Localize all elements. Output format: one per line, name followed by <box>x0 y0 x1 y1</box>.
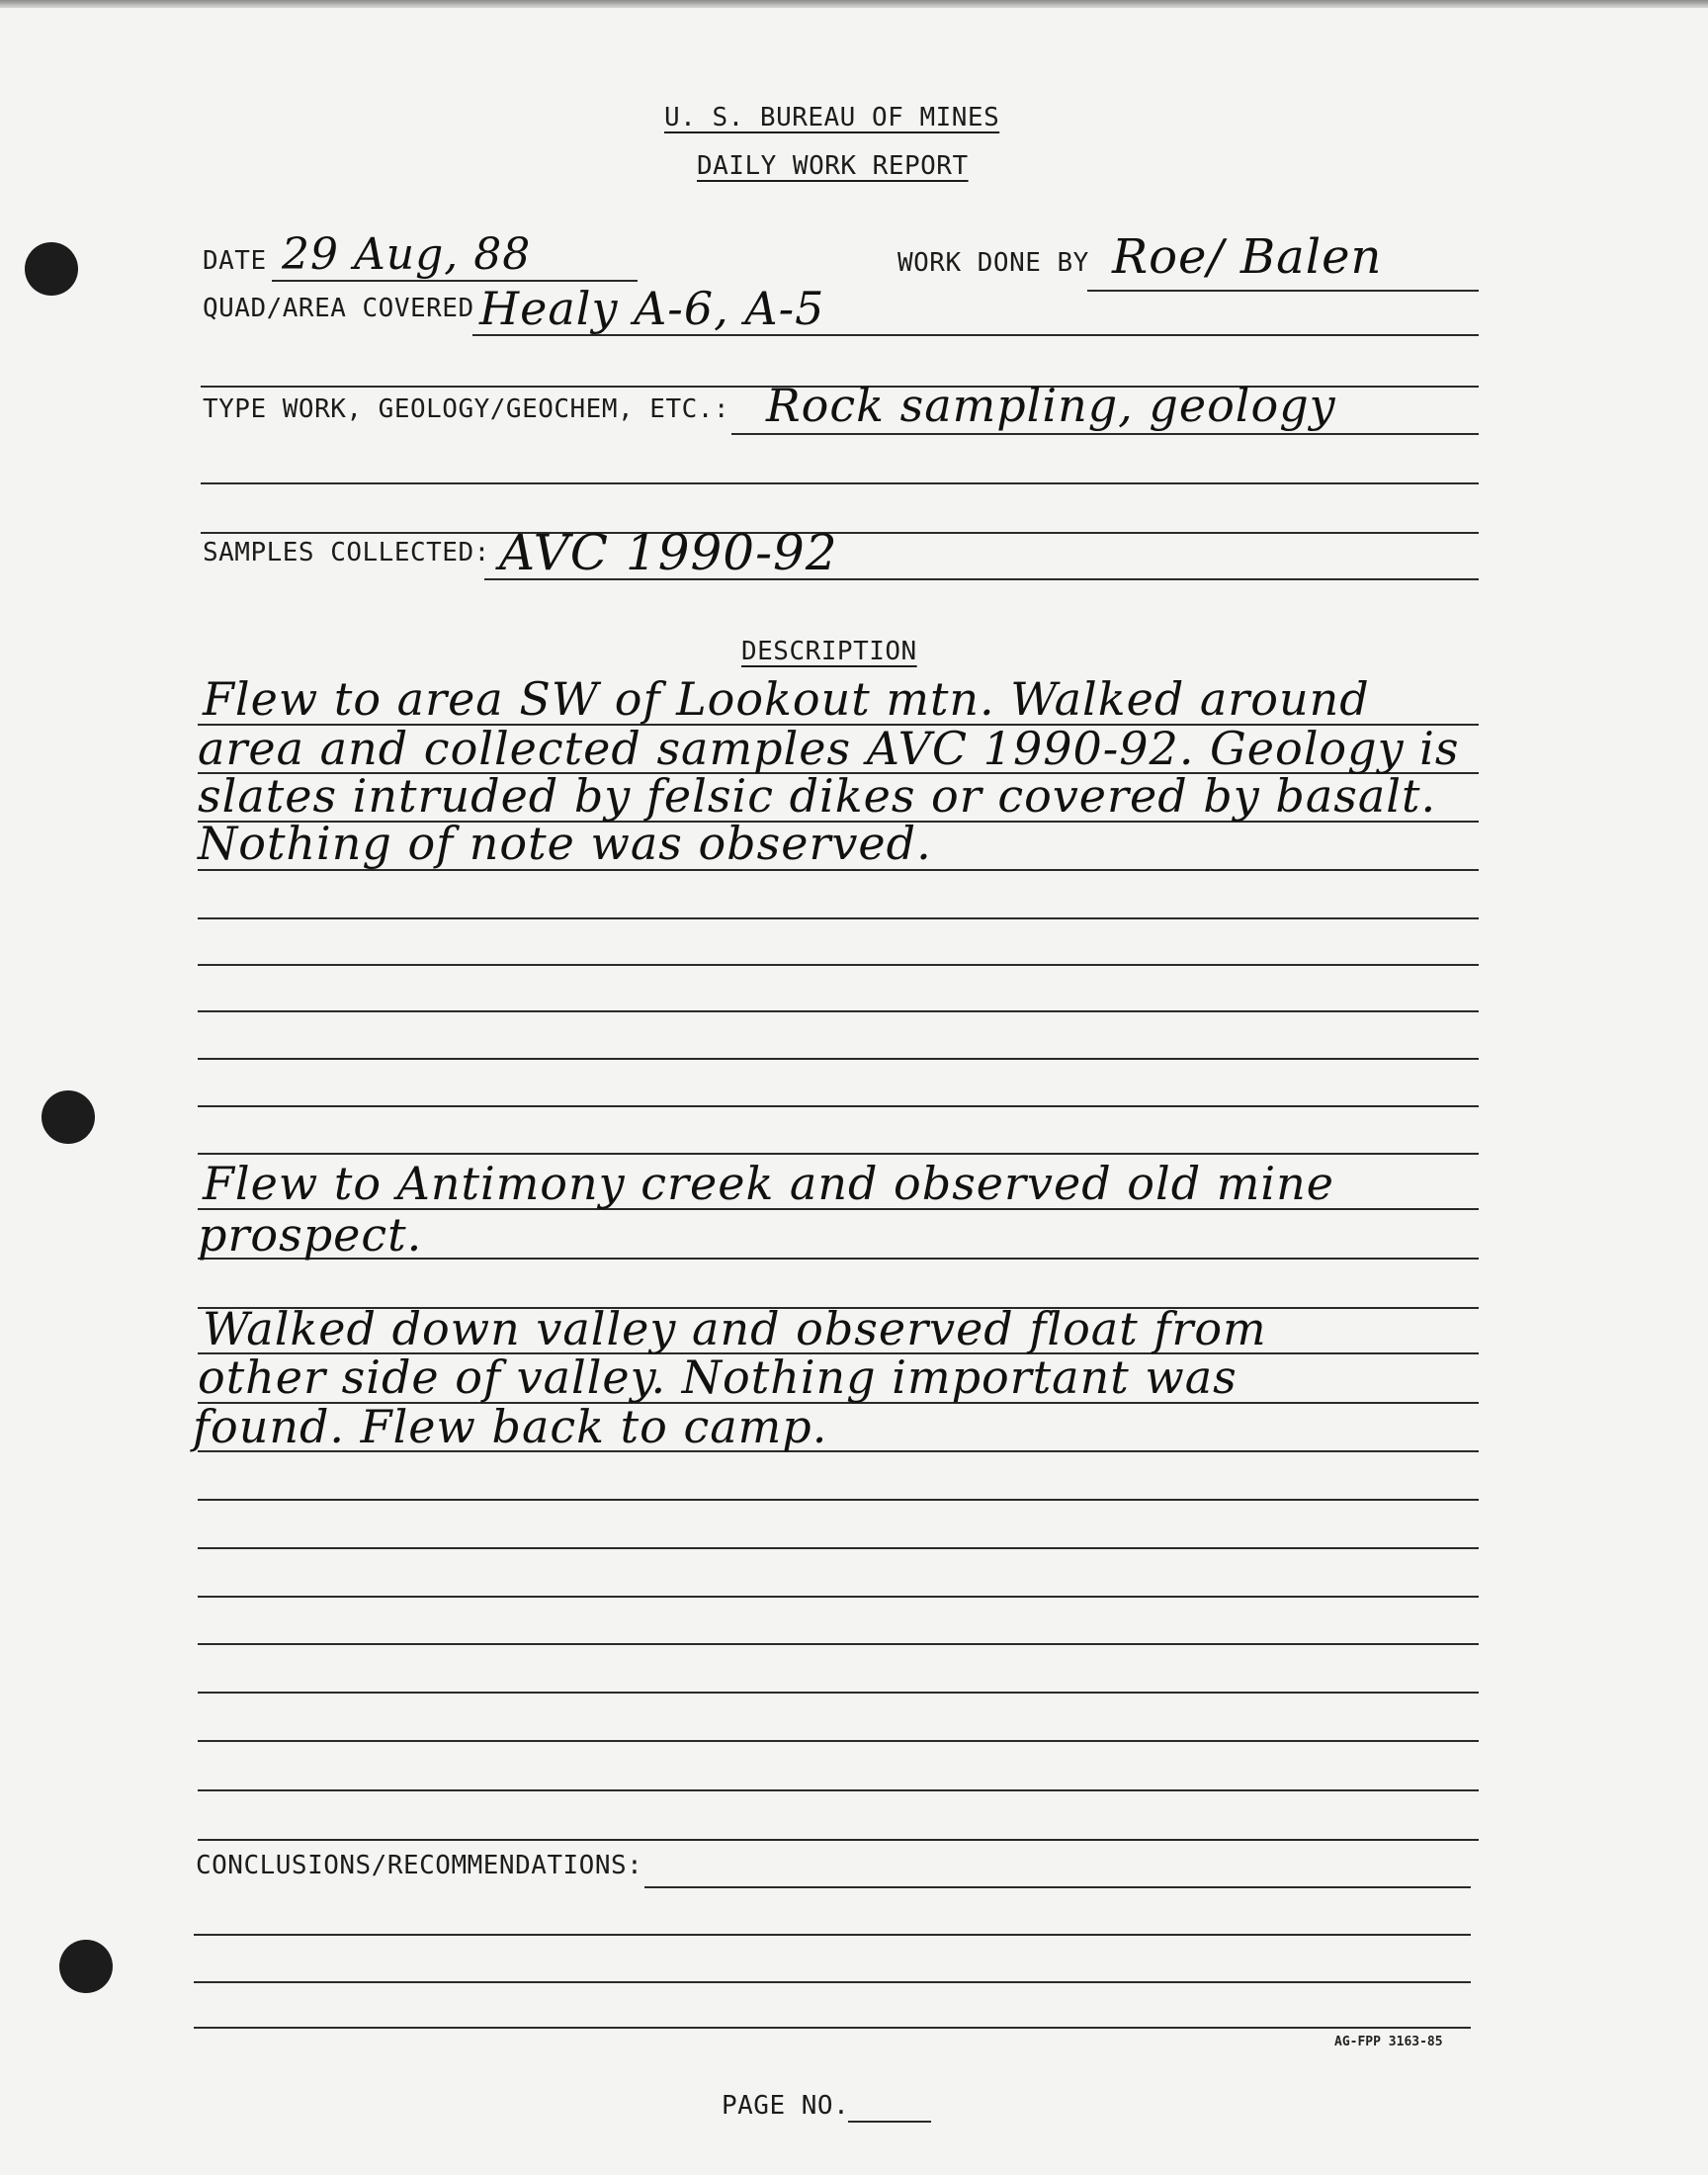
type-work-line-3 <box>201 532 1479 534</box>
conclusions-line-3 <box>194 1981 1471 1983</box>
date-value: 29 Aug, 88 <box>282 229 532 280</box>
description-rule <box>198 1839 1479 1841</box>
description-line-5: Flew to Antimony creek and observed old mine <box>203 1157 1334 1210</box>
description-heading: DESCRIPTION <box>741 637 917 666</box>
conclusions-underline <box>644 1886 1471 1888</box>
quad-area-label: QUAD/AREA COVERED <box>203 294 474 323</box>
scan-top-edge <box>0 0 1708 8</box>
description-line-8: other side of valley. Nothing important was <box>198 1350 1238 1404</box>
punch-hole-middle <box>42 1090 95 1144</box>
description-line-2: area and collected samples AVC 1990-92. Geology is <box>198 722 1460 775</box>
description-rule <box>198 917 1479 919</box>
date-label: DATE <box>203 246 267 276</box>
description-rule <box>198 964 1479 966</box>
description-rule <box>198 1547 1479 1549</box>
description-rule <box>198 1499 1479 1501</box>
samples-collected-label: SAMPLES COLLECTED: <box>203 538 490 567</box>
description-rule <box>198 1789 1479 1791</box>
form-title: DAILY WORK REPORT <box>697 151 969 181</box>
description-rule <box>198 1643 1479 1645</box>
description-line-4: Nothing of note was observed. <box>198 817 932 870</box>
description-rule <box>198 1153 1479 1155</box>
description-rule <box>198 1010 1479 1012</box>
description-rule <box>198 1740 1479 1742</box>
description-rule <box>198 1105 1479 1107</box>
page-no-underline <box>848 2121 931 2123</box>
description-line-1: Flew to area SW of Lookout mtn. Walked around <box>203 672 1370 726</box>
punch-hole-bottom <box>59 1940 113 1993</box>
description-rule <box>198 1058 1479 1060</box>
description-line-6: prospect. <box>198 1208 423 1262</box>
work-done-by-label: WORK DONE BY <box>897 248 1089 278</box>
type-work-label: TYPE WORK, GEOLOGY/GEOCHEM, ETC.: <box>203 394 730 424</box>
description-rule <box>198 1692 1479 1694</box>
type-work-underline <box>731 433 1479 435</box>
punch-hole-top <box>25 242 78 296</box>
work-done-by-value: Roe/ Balen <box>1112 229 1383 285</box>
samples-collected-value: AVC 1990-92 <box>499 524 838 581</box>
description-line-7: Walked down valley and observed float from <box>203 1302 1267 1355</box>
description-line-3: slates intruded by felsic dikes or covered by basalt. <box>198 769 1437 823</box>
conclusions-line-2 <box>194 1934 1471 1936</box>
agency-title: U. S. BUREAU OF MINES <box>664 103 1000 132</box>
conclusions-label: CONCLUSIONS/RECOMMENDATIONS: <box>196 1851 643 1880</box>
description-line-9: found. Flew back to camp. <box>193 1400 828 1453</box>
form-code: AG-FPP 3163-85 <box>1334 2035 1443 2049</box>
description-rule <box>198 1596 1479 1598</box>
type-work-value: Rock sampling, geology <box>766 379 1336 432</box>
quad-area-value: Healy A-6, A-5 <box>479 282 825 335</box>
page-no-label: PAGE NO. <box>722 2091 850 2121</box>
conclusions-line-4 <box>194 2027 1471 2029</box>
work-done-by-underline <box>1087 290 1479 292</box>
type-work-line-2 <box>201 482 1479 484</box>
